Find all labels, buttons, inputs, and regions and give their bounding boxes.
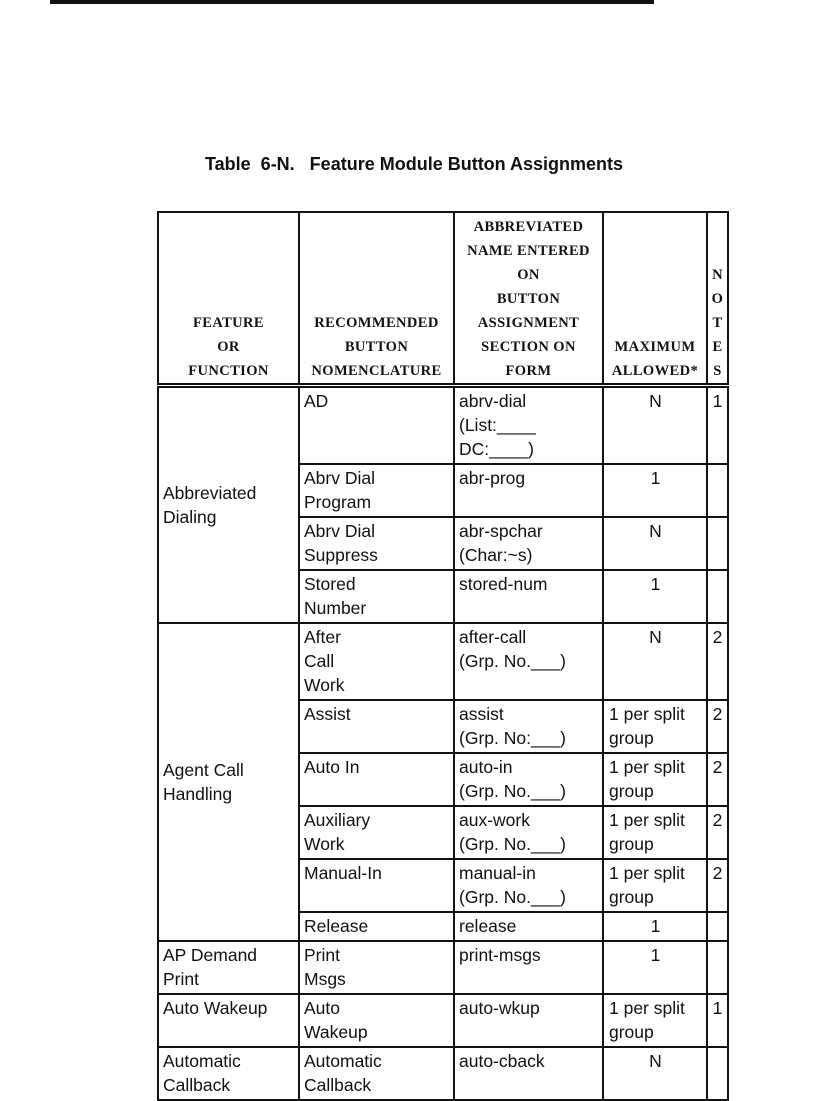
note-cell — [707, 517, 728, 570]
note-cell: 2 — [707, 753, 728, 806]
abbrev-name-cell: aux-work (Grp. No.___) — [454, 806, 603, 859]
note-cell: 1 — [707, 386, 728, 465]
feature-cell: Abbreviated Dialing — [158, 386, 299, 624]
table-row — [158, 994, 728, 1047]
abbrev-name-cell: print-msgs — [454, 941, 603, 994]
note-cell — [707, 912, 728, 941]
nomenclature-cell: Automatic Callback — [299, 1047, 454, 1100]
note-cell: 2 — [707, 623, 728, 700]
header-nomenclature: RECOMMENDED BUTTON NOMENCLATURE — [299, 212, 454, 386]
header-feature: FEATURE OR FUNCTION — [158, 212, 299, 386]
maximum-cell: 1 — [603, 464, 707, 517]
maximum-cell: 1 — [603, 912, 707, 941]
maximum-cell: 1 per split group — [603, 994, 707, 1047]
note-cell: 2 — [707, 806, 728, 859]
header-row — [158, 212, 728, 386]
abbrev-name-cell: auto-wkup — [454, 994, 603, 1047]
nomenclature-cell: Release — [299, 912, 454, 941]
maximum-cell: N — [603, 386, 707, 465]
nomenclature-cell: Abrv Dial Program — [299, 464, 454, 517]
maximum-cell: N — [603, 517, 707, 570]
nomenclature-cell: AD — [299, 386, 454, 465]
nomenclature-cell: After Call Work — [299, 623, 454, 700]
maximum-cell: 1 per split group — [603, 806, 707, 859]
maximum-cell: 1 — [603, 570, 707, 623]
abbrev-name-cell: assist (Grp. No:___) — [454, 700, 603, 753]
table-row — [158, 1047, 728, 1100]
table-row — [158, 623, 728, 700]
note-cell: 2 — [707, 700, 728, 753]
abbrev-name-cell: abr-spchar (Char:~s) — [454, 517, 603, 570]
note-cell: 2 — [707, 859, 728, 912]
maximum-cell: 1 — [603, 941, 707, 994]
table-row — [158, 941, 728, 994]
nomenclature-cell: Auto Wakeup — [299, 994, 454, 1047]
header-notes: N O T E S — [707, 212, 728, 386]
abbrev-name-cell: stored-num — [454, 570, 603, 623]
note-cell: 1 — [707, 994, 728, 1047]
abbrev-name-cell: after-call (Grp. No.___) — [454, 623, 603, 700]
top-rule — [50, 0, 654, 4]
maximum-cell: N — [603, 623, 707, 700]
nomenclature-cell: Auxiliary Work — [299, 806, 454, 859]
table-row — [158, 386, 728, 465]
nomenclature-cell: Stored Number — [299, 570, 454, 623]
feature-cell: Agent Call Handling — [158, 623, 299, 941]
note-cell — [707, 464, 728, 517]
maximum-cell: 1 per split group — [603, 859, 707, 912]
note-cell — [707, 570, 728, 623]
nomenclature-cell: Manual-In — [299, 859, 454, 912]
abbrev-name-cell: abr-prog — [454, 464, 603, 517]
feature-cell: Auto Wakeup — [158, 994, 299, 1047]
abbrev-name-cell: auto-cback — [454, 1047, 603, 1100]
note-cell — [707, 941, 728, 994]
note-cell — [707, 1047, 728, 1100]
nomenclature-cell: Auto In — [299, 753, 454, 806]
feature-cell: Automatic Callback — [158, 1047, 299, 1100]
table-title: Table 6-N. Feature Module Button Assignments — [205, 154, 624, 174]
abbrev-name-cell: release — [454, 912, 603, 941]
abbrev-name-cell: auto-in (Grp. No.___) — [454, 753, 603, 806]
maximum-cell: 1 per split group — [603, 753, 707, 806]
abbrev-name-cell: abrv-dial (List:____ DC:____) — [454, 386, 603, 465]
feature-cell: AP Demand Print — [158, 941, 299, 994]
nomenclature-cell: Abrv Dial Suppress — [299, 517, 454, 570]
maximum-cell: 1 per split group — [603, 700, 707, 753]
header-maximum: MAXIMUM ALLOWED* — [603, 212, 707, 386]
nomenclature-cell: Assist — [299, 700, 454, 753]
nomenclature-cell: Print Msgs — [299, 941, 454, 994]
abbrev-name-cell: manual-in (Grp. No.___) — [454, 859, 603, 912]
button-assignment-table — [157, 211, 729, 1101]
maximum-cell: N — [603, 1047, 707, 1100]
header-abbreviated-name: ABBREVIATED NAME ENTERED ON BUTTON ASSIGNMENT SECTION ON FORM — [454, 212, 603, 386]
